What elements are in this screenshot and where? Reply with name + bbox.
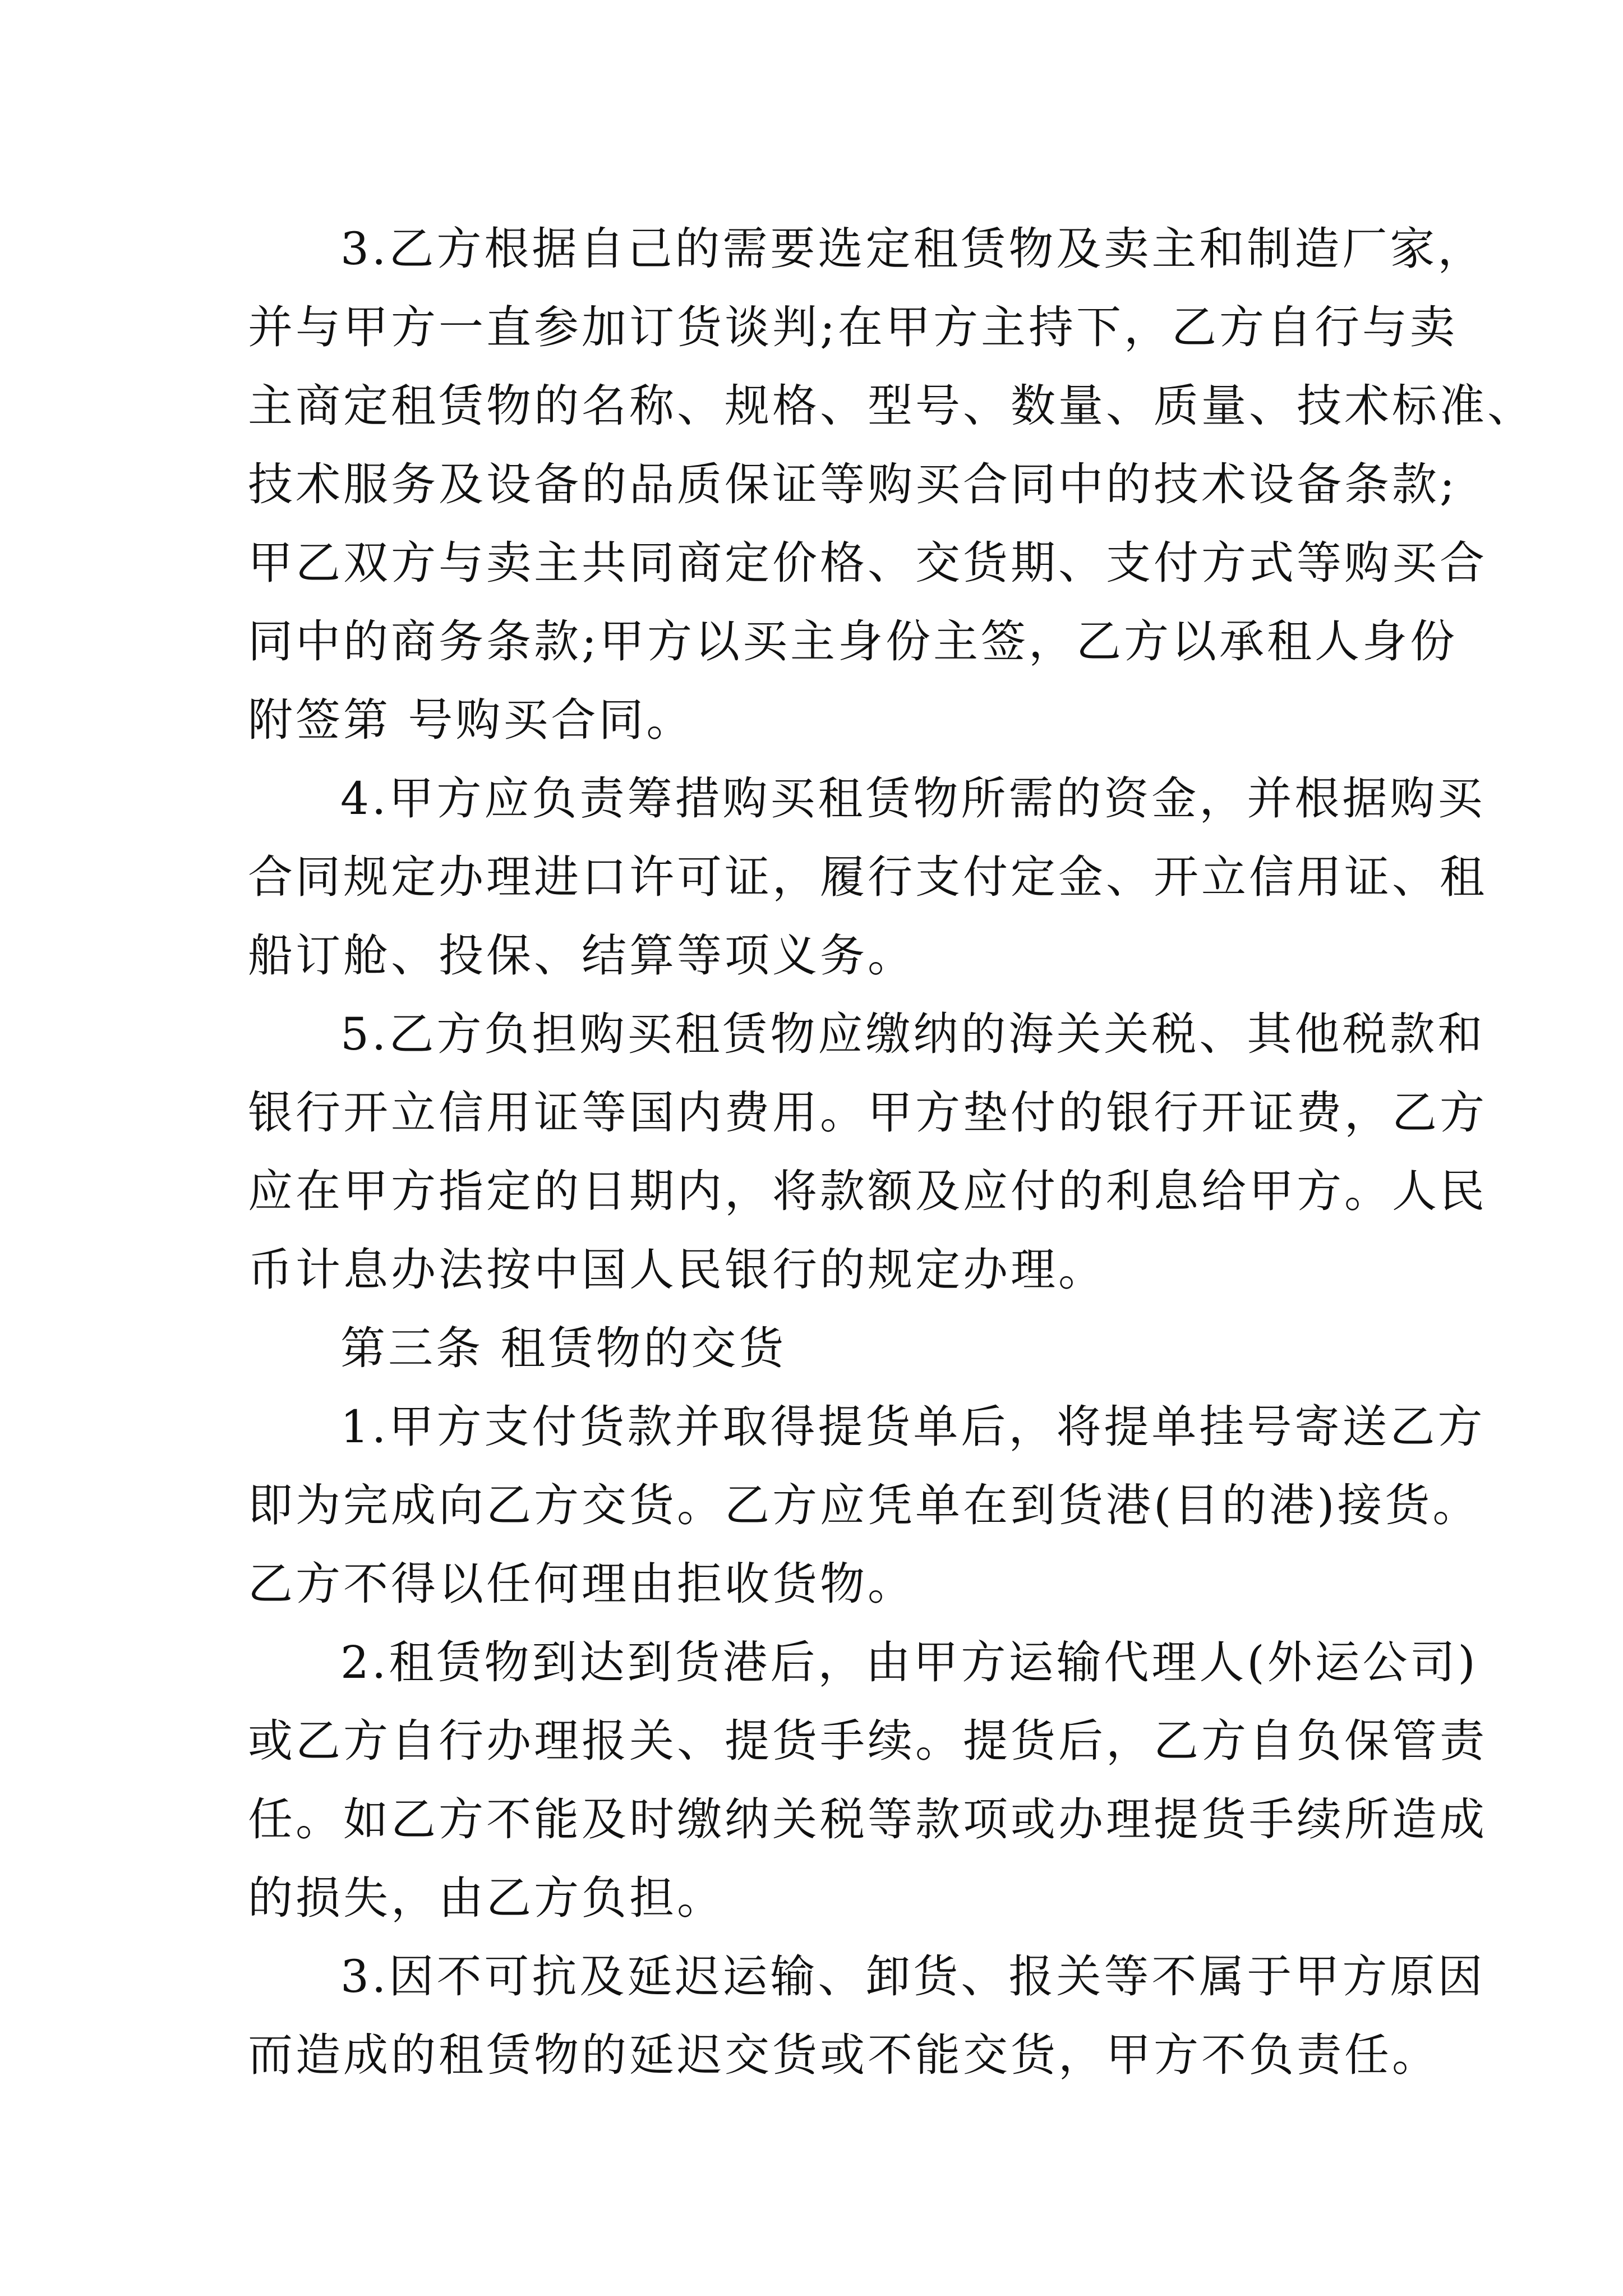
paragraph-line: 合同规定办理进口许可证，履行支付定金、开立信用证、租 [248, 851, 1487, 903]
paragraph-line: 技术服务及设备的品质保证等购买合同中的技术设备条款; [248, 458, 1458, 510]
paragraph-line: 乙方不得以任何理由拒收货物。 [248, 1558, 915, 1610]
paragraph-line: 而造成的租赁物的延迟交货或不能交货，甲方不负责任。 [248, 2029, 1440, 2081]
paragraph-line: 2.租赁物到达到货港后，由甲方运输代理人(外运公司) [340, 1636, 1478, 1688]
section-heading: 第三条 租赁物的交货 [340, 1322, 787, 1374]
paragraph-line: 并与甲方一直参加订货谈判;在甲方主持下，乙方自行与卖 [248, 301, 1458, 353]
paragraph-line: 5.乙方负担购买租赁物应缴纳的海关关税、其他税款和 [340, 1008, 1486, 1060]
paragraph-line: 任。如乙方不能及时缴纳关税等款项或办理提货手续所造成 [248, 1793, 1487, 1846]
paragraph-line: 即为完成向乙方交货。乙方应凭单在到货港(目的港)接货。 [248, 1479, 1481, 1531]
paragraph-line: 甲乙双方与卖主共同商定价格、交货期、支付方式等购买合 [248, 537, 1487, 589]
document-body [248, 210, 1535, 2095]
paragraph-line: 或乙方自行办理报关、提货手续。提货后，乙方自负保管责 [248, 1715, 1487, 1767]
paragraph-line: 银行开立信用证等国内费用。甲方垫付的银行开证费，乙方 [248, 1087, 1487, 1139]
paragraph-line: 1.甲方支付货款并取得提货单后，将提单挂号寄送乙方 [340, 1401, 1486, 1453]
paragraph-line: 主商定租赁物的名称、规格、型号、数量、质量、技术标准、 [248, 380, 1535, 432]
paragraph-line: 3.因不可抗及延迟运输、卸货、报关等不属于甲方原因 [340, 1950, 1486, 2003]
paragraph-line: 的损失，由乙方负担。 [248, 1872, 725, 1924]
paragraph-line: 4.甲方应负责筹措购买租赁物所需的资金，并根据购买 [340, 772, 1486, 825]
paragraph-line: 应在甲方指定的日期内，将款额及应付的利息给甲方。人民 [248, 1165, 1487, 1217]
paragraph-line: 附签第 号购买合同。 [248, 694, 694, 746]
paragraph-line: 币计息办法按中国人民银行的规定办理。 [248, 1244, 1106, 1296]
paragraph-line: 船订舱、投保、结算等项义务。 [248, 930, 915, 982]
paragraph-line: 同中的商务条款;甲方以买主身份主签，乙方以承租人身份 [248, 615, 1458, 668]
paragraph-line: 3.乙方根据自己的需要选定租赁物及卖主和制造厂家， [340, 223, 1486, 275]
